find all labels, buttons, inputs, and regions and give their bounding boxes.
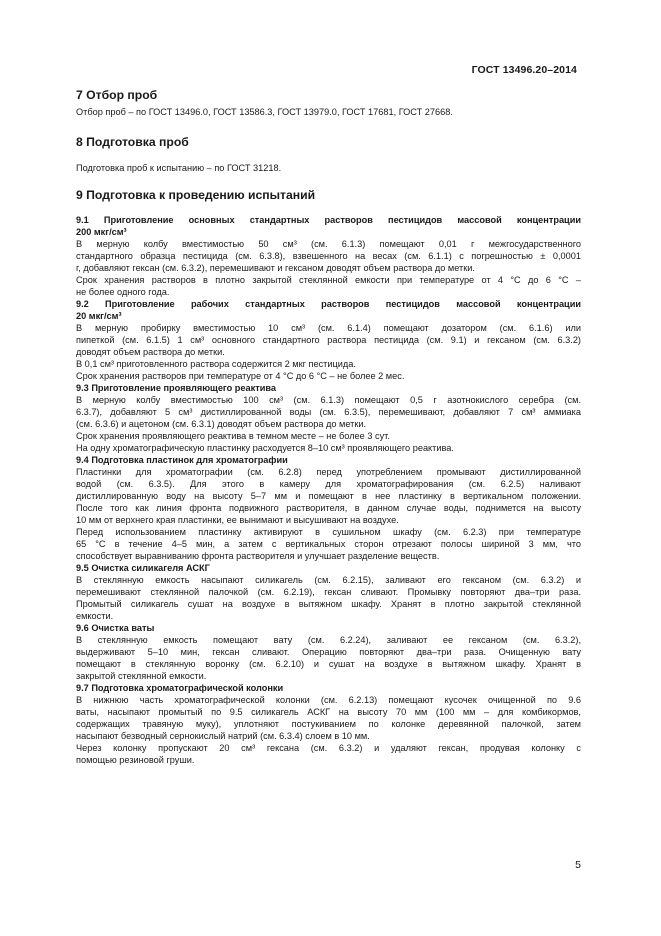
subsection-heading-line: 9.2 Приготовление рабочих стандартных растворов пестицидов массовой концентрации	[76, 299, 581, 309]
paragraph-line: Срок хранения растворов в плотно закрытой стеклянной емкости при температуре от 4 °С до 6 °С –	[76, 275, 581, 285]
document-body	[76, 88, 581, 766]
paragraph-line: помещают в стеклянную воронку (см. 6.2.10) и сушат на воздухе в вытяжном шкафу. Хранят в	[76, 659, 581, 669]
paragraph-line: В стеклянную емкость помещают вату (см. 6.2.24), заливают ее гексаном (см. 6.3.2),	[76, 635, 581, 645]
paragraph-line: пипеткой (см. 6.1.5) 1 см³ основного стандартного раствора пестицида (см. 9.1) и гексаном (см. 6.3.2)	[76, 335, 581, 345]
subsection-heading-line: 9.4 Подготовка пластинок для хроматографии	[76, 455, 288, 465]
paragraph-line: Срок хранения проявляющего реактива в темном месте – не более 3 сут.	[76, 431, 390, 441]
section-9-title: 9 Подготовка к проведению испытаний	[76, 188, 316, 202]
paragraph-line: водой (см. 6.3.5). Для этого в камеру для хроматографирования (см. 6.2.5) наливают	[76, 479, 581, 489]
section-8-text: Подготовка проб к испытанию – по ГОСТ 31218.	[76, 163, 282, 173]
subsection-heading-line: 9.7 Подготовка хроматографической колонки	[76, 683, 284, 693]
subsection-heading-line: 200 мкг/см³	[76, 227, 127, 237]
paragraph-line: перемешивают стеклянной палочкой (см. 6.2.19), гексан сливают. Промывку повторяют два–три раза.	[76, 587, 581, 597]
standard-code: ГОСТ 13496.20–2014	[471, 64, 577, 76]
paragraph-line: ваты, насыпают промытый по 9.5 силикагель АСКГ на высоту 70 мм (100 мм – для комбикормов,	[76, 707, 581, 717]
page-number: 5	[575, 859, 581, 871]
paragraph-line: Промытый силикагель сушат на воздухе в вытяжном шкафу. Хранят в плотно закрытой стеклянной	[76, 599, 581, 609]
paragraph-line: Через колонку пропускают 20 см³ гексана (см. 6.3.2) и удаляют гексан, продувая колонку с	[76, 743, 581, 753]
paragraph-line: Перед использованием пластинку активируют в сушильном шкафу (см. 6.2.3) при температуре	[76, 527, 581, 537]
paragraph-line: емкости.	[76, 611, 114, 621]
paragraph-line: выдерживают 5–10 мин, гексан сливают. Операцию повторяют два–три раза. Очищенную вату	[76, 647, 581, 657]
subsection-heading-line: 9.6 Очистка ваты	[76, 623, 155, 633]
paragraph-line: В мерную пробирку вместимостью 10 см³ (см. 6.1.4) помещают дозатором (см. 6.1.6) или	[76, 323, 581, 333]
subsection-heading-line: 9.5 Очистка силикагеля АСКГ	[76, 563, 210, 573]
paragraph-line: После того как линия фронта подвижного растворителя, в данном случае воды, поднимется на высоту	[76, 503, 581, 513]
section-7-title: 7 Отбор проб	[76, 88, 158, 102]
paragraph-line: 65 °С в течение 4–5 мин, а затем с вертикальных сторон отрезают полосы шириной 3 мм, что	[76, 539, 581, 549]
section-7-text: Отбор проб – по ГОСТ 13496.0, ГОСТ 13586.3, ГОСТ 13979.0, ГОСТ 17681, ГОСТ 27668.	[76, 107, 453, 117]
subsection-heading-line: 9.3 Приготовление проявляющего реактива	[76, 383, 277, 393]
paragraph-line: В стеклянную емкость насыпают силикагель (см. 6.2.15), заливают его гексаном (см. 6.3.2) и	[76, 575, 581, 585]
paragraph-line: Срок хранения растворов при температуре от 4 °С до 6 °С – не более 2 мес.	[76, 371, 405, 381]
paragraph-line: (см. 6.3.6) и ацетоном (см. 6.3.1) доводят объем раствора до метки.	[76, 419, 367, 429]
paragraph-line: помощью резиновой груши.	[76, 755, 195, 765]
paragraph-line: насыпают безводный сернокислый натрий (см. 6.3.4) слоем в 10 мм.	[76, 731, 370, 741]
subsection-heading-line: 20 мкг/см³	[76, 311, 122, 321]
paragraph-line: способствует выравниванию фронта растворителя и улучшает разделение веществ.	[76, 551, 440, 561]
paragraph-line: закрытой стеклянной емкости.	[76, 671, 207, 681]
paragraph-line: содержащих травяную муку), уплотняют постукиванием по колонке деревянной палочкой, затем	[76, 719, 581, 729]
paragraph-line: г, добавляют гексан (см. 6.3.2), перемешивают и гексаном доводят объем раствора до метки.	[76, 263, 475, 273]
paragraph-line: В мерную колбу вместимостью 100 см³ (см. 6.1.3) помещают 0,5 г азотнокислого серебра (см.	[76, 395, 581, 405]
section-8-title: 8 Подготовка проб	[76, 135, 189, 149]
paragraph-line: доводят объем раствора до метки.	[76, 347, 225, 357]
paragraph-line: 6.3.7), добавляют 5 см³ дистиллированной воды (см. 6.3.5), перемешивают, добавляют 7 см³ аммиака	[76, 407, 581, 417]
subsection-heading-line: 9.1 Приготовление основных стандартных растворов пестицидов массовой концентрации	[76, 215, 581, 225]
paragraph-line: В нижнюю часть хроматографической колонки (см. 6.2.13) помещают кусочек очищенной по 9.6	[76, 695, 581, 705]
paragraph-line: стандартного образца пестицида (см. 6.3.8), взвешенного на весах (см. 6.1.1) с погрешностью ± 0,0001	[76, 251, 581, 261]
paragraph-line: В мерную колбу вместимостью 50 см³ (см. 6.1.3) помещают 0,01 г межгосударственного	[76, 239, 581, 249]
paragraph-line: Пластинки для хроматографии (см. 6.2.8) перед употреблением промывают дистиллированной	[76, 467, 581, 477]
paragraph-line: не более одного года.	[76, 287, 170, 297]
paragraph-line: На одну хроматографическую пластинку расходуется 8–10 см³ проявляющего реактива.	[76, 443, 454, 453]
paragraph-line: дистиллированную воду на высоту 5–7 мм и помещают в нее пластинку в вертикальном положении.	[76, 491, 581, 501]
section-9-body	[76, 214, 581, 766]
paragraph-line: В 0,1 см³ приготовленного раствора содержится 2 мкг пестицида.	[76, 359, 356, 369]
paragraph-line: 10 мм от верхнего края пластинки, ее вынимают и высушивают на воздухе.	[76, 515, 399, 525]
